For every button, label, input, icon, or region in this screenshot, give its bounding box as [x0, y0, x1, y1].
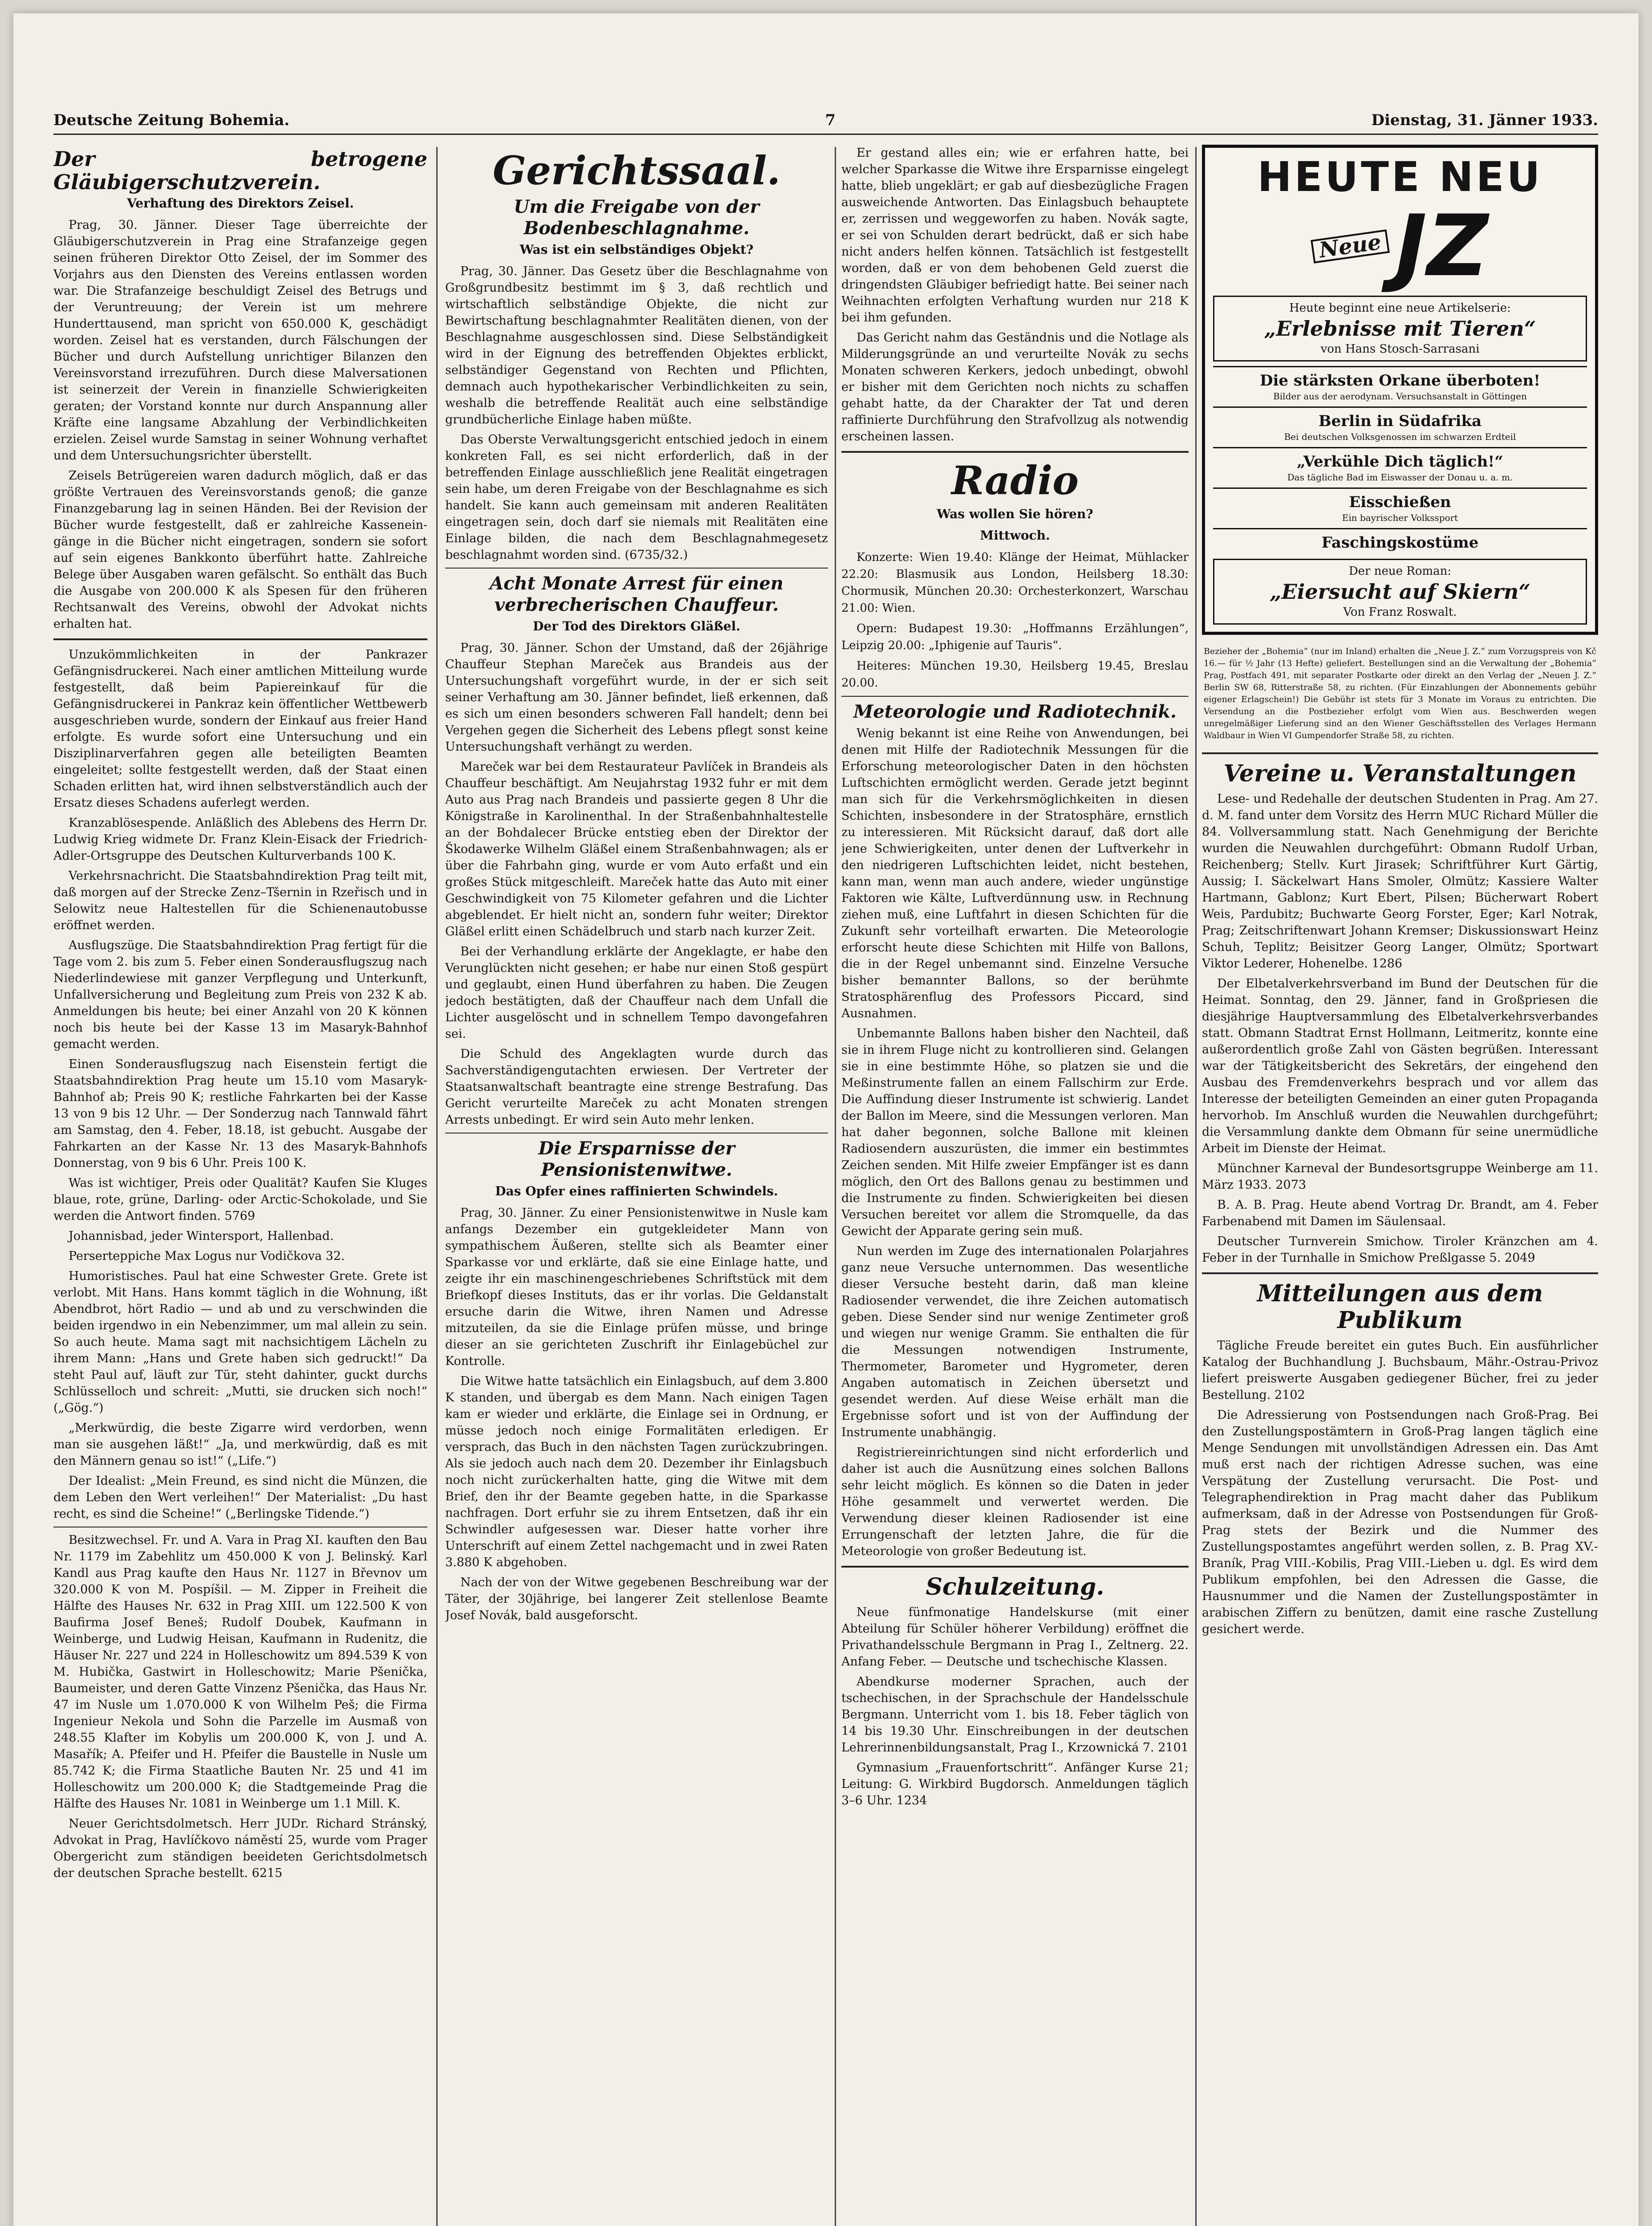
news-item-text: Tägliche Freude bereitet ein gutes Buch. Ein ausführlicher Katalog der Buchhandlung J. Buchsbaum, Mähr.-Ostrau-Privoz liefert preiswerte Ausgaben gediegener Bücher, frei zu jeder Bestellung.: [1202, 1339, 1598, 1402]
news-item: [53, 1175, 427, 1224]
article-paragraph: Mareček war bei dem Restaurateur Pavlíček in Brandeis als Chauffeur beschäftigt. Am Neujahrstag 1932 fuhr er mit dem Auto aus Prag nach Brandeis und passierte gegen 8 Uhr die Königstraße in Karolinenthal. In der Straßenbahnhaltestelle an der Bohdalecer Brücke entstieg eben der Direktor der Škodawerke Wilhelm Gläßel einem Straßenbahnwagen; als er über die Fahrbahn ging, wurde er vom Auto erfaßt und ein großes Stück mitgeschleift. Mareček hatte das Auto mit einer Geschwindigkeit von 75 Kilometer gefahren und die Lichter abgeblendet. Er hielt nicht an, sondern fuhr weiter; Direktor Gläßel erlitt einen Schädelbruch und starb nach kurzer Zeit.: [445, 760, 828, 938]
section-title-public: Mitteilungen aus dem Publikum: [1257, 1280, 1543, 1334]
article-title: Meteorologie und Radiotechnik.: [853, 701, 1177, 722]
page-number: 7: [825, 111, 836, 129]
ad-text: Ein bayrischer Volkssport: [1342, 512, 1458, 523]
news-item: Johannisbad, jeder Wintersport, Hallenbad.: [69, 1229, 334, 1243]
divider: [841, 1566, 1189, 1568]
joke-text: Humoristisches. Paul hat eine Schwester Grete. Grete ist verlobt. Mit Hans. Hans kommt täglich in die Wohnung, ißt Abendbrot, hört Radio — und ab und zu verschwinden die beiden irgendwo in ein Nebenzimmer, um mal allein zu sein. So auch heute. Mama sagt mit nachsichtigem Lächeln zu ihrem Mann: „Hans und Grete haben sich gedruckt!“ Da steht Paul auf, läuft zur Tür, steht dahinter, guckt durchs Schlüsselloch und schreit: „Mutti, sie drucken sich noch!“: [53, 1269, 427, 1398]
news-item: [1202, 1337, 1598, 1403]
radio-listing: Konzerte: Wien 19.40: Klänge der Heimat, Mühlacker 22.20: Blasmusik aus London, Heilsberg 18.30: Chormusik, München 20.30: Orchesterkonzert, Warschau 21.00: Wien.: [841, 551, 1189, 615]
news-item: [1202, 1233, 1598, 1266]
newspaper-page: [13, 13, 1639, 2226]
ad-feature-title: Faschingskostüme: [1321, 534, 1479, 552]
ad-text: Das tägliche Bad im Eiswasser der Donau u. a. m.: [1287, 472, 1513, 483]
article-paragraph: Prag, 30. Jänner. Zu einer Pensionistenwitwe in Nusle kam anfangs Dezember ein gutgekleideter Mann von sympathischem Äußeren, stellte sich als Beamter einer Sparkasse vor und erklärte, daß sie eine Einlage hatte, und zeigte ihr ein maschinengeschriebenes Schriftstück mit dem Briefkopf dieses Instituts, das er ihr vorlas. Die Geldanstalt ersuche darin die Witwe, ihren Namen und Adresse mitzuteilen, da sie die Einlage prüfen müsse, und bringe dieser an sie gerichteten Zuschrift ihr Einlagebüchel zur Kontrolle.: [445, 1206, 828, 1368]
ad-section: [1213, 406, 1587, 443]
ad-feature-box: [1213, 559, 1587, 625]
ad-section: [1213, 447, 1587, 483]
radio-question: Was wollen Sie hören?: [937, 507, 1093, 521]
news-item-text: Neuer Gerichtsdolmetsch. Herr JUDr. Richard Stránský, Advokat in Prag, Havlíčkovo náměstí 25, wurde vom Prager Obergericht zum ständigen beeideten Gerichtsdolmetsch der deutschen Sprache bestellt.: [53, 1817, 427, 1880]
column-4: [1202, 145, 1598, 2226]
divider: [445, 568, 828, 569]
ad-text: Heute beginnt eine neue Artikelserie:: [1289, 301, 1511, 315]
divider: [841, 696, 1189, 697]
column-3: [841, 145, 1189, 2226]
section-title-clubs: Vereine u. Veranstaltungen: [1223, 760, 1577, 787]
news-item: B. A. B. Prag. Heute abend Vortrag Dr. Brandt, am 4. Feber Farbenabend mit Damen im Säulensaal.: [1202, 1198, 1598, 1228]
news-item: [53, 1420, 427, 1469]
news-item: [1202, 1160, 1598, 1193]
ad-text: Der neue Roman:: [1348, 565, 1452, 578]
article-paragraph: Prag, 30. Jänner. Schon der Umstand, daß der 26jährige Chauffeur Stephan Mareček aus Brandeis aus der Untersuchungshaft vorgeführt wurde, in der er sich seit seiner Verhaftung am 30. Jänner befindet, ließ erkennen, daß es sich um einen besonders schweren Fall handelt; denn bei Vergehen gegen die Sicherheit des Lebens pflegt sonst keine Untersuchungshaft verhängt zu werden.: [445, 641, 828, 754]
ad-neue-label: Neue: [1311, 229, 1390, 263]
ad-heading: HEUTE NEU: [1257, 153, 1543, 201]
ad-text: Bilder aus der aerodynam. Versuchsanstalt in Göttingen: [1273, 391, 1527, 402]
article-title: Um die Freigabe von der Bodenbeschlagnahme.: [514, 196, 759, 239]
article-paragraph: Prag, 30. Jänner. Das Gesetz über die Beschlagnahme von Großgrundbesitz bestimmt im § 3, daß rechtlich und wirtschaftlich selbständige Objekte, die nicht zur Bewirtschaftung beschlagnahmter Realitäten dienen, von der Beschlagnahme ausgeschlossen sind. Diese Selbständigkeit wird in der Eignung des betreffenden Objektes erblickt, selbständiger Gegenstand von Rechten und Pflichten, demnach auch hypothekarischer Verbindlichkeiten zu sein, weshalb die betreffende Realität auch eine selbständige grundbücherliche Einlage haben müßte.: [445, 264, 828, 427]
radio-day: Mittwoch.: [980, 528, 1050, 543]
news-item-text: Lese- und Redehalle der deutschen Studenten in Prag. Am 27. d. M. fand unter dem Vorsitz des Herrn MUC Richard Müller die 84. Vollversammlung statt. Nach Genehmigung der Berichte wurden die Neuwahlen durchgeführt: Obmann Rudolf Urban, Reichenberg; Stellv. Kurt Jirasek; Schriftführer Kurt Gärtig, Aussig; I. Säckelwart Hans Smoler, Olmütz; Kassiere Walter Hartmann, Gablonz; Kurt Ebert, Pilsen; Bücherwart Robert Weis, Pardubitz; Buchwarte Georg Forster, Eger; Karl Notrak, Prag; Zeitschriftenwart Johann Kremser; Diskussionswart Heinz Schuh, Teplitz; Beisitzer Georg Langer, Olmütz; Sportwart Viktor Lederer, Hohenelbe.: [1202, 792, 1598, 971]
column-2: [445, 145, 828, 2226]
ad-section: [1213, 528, 1587, 552]
article-paragraph: Das Gericht nahm das Geständnis und die Notlage als Milderungsgründe an und verurteilte Novák zu sechs Monaten schweren Kerkers, jedoch unbedingt, obwohl er bisher mit dem Gerichten noch nichts zu schaffen gehabt hatte, da der Charakter der Tat und deren raffinierte Durchführung den Strafvollzug als notwendig erscheinen lassen.: [841, 331, 1189, 443]
joke-text: Der Idealist: „Mein Freund, es sind nicht die Münzen, die dem Leben den Wert verleihen!“ Der Materialist: „Du hast recht, es sind die Scheine!“: [53, 1474, 427, 1521]
article-title: Der betrogene Gläubigerschutzverein.: [53, 147, 427, 194]
news-item: [841, 1674, 1189, 1756]
advertisement-jz: [1202, 145, 1598, 635]
ad-logo-text: JZ: [1395, 197, 1489, 295]
article-paragraph: Nun werden im Zuge des internationalen Polarjahres ganz neue Versuche unternommen. Das wesentliche dieser Versuche besteht darin, daß man kleine Radiosender verwendet, die ihre Zeichen automatisch geben. Diese Sender sind nur wenige Zentimeter groß und wiegen nur wenige Gramm. Sie enthalten die für die Messungen notwendigen Instrumente, Thermometer, Barometer und Hygrometer, deren Angaben automatisch in Zeichen übersetzt und gesendet werden. Auf diese Weise erhält man die Ergebnisse sofort und ist von der Auffindung der Instrumente unabhängig.: [841, 1244, 1189, 1439]
divider: [1202, 752, 1598, 754]
article-subtitle: Der Tod des Direktors Gläßel.: [532, 619, 741, 634]
ad-text: von Hans Stosch-Sarrasani: [1320, 342, 1480, 356]
radio-listing: Heiteres: München 19.30, Heilsberg 19.45, Breslau 20.00.: [841, 659, 1189, 690]
article-paragraph: Zeisels Betrügereien waren dadurch möglich, daß er das größte Vertrauen des Vereinsvorstands genoß; die ganze Finanzgebarung lag in seinen Händen. Bei der Revision der Bücher wurde festgestellt, daß er zahlreiche Kasseneingänge in die Bücher nicht eingetragen, sondern sie sofort auf sein eigenes Bankkonto überführt hatte. Zahlreiche Belege über Ausgaben waren gefälscht. So enthält das Buch die Ausgabe von 200.000 K als Spesen für den früheren Rechtsanwalt des Vereins, obwohl der Advokat nichts erhalten hat.: [53, 469, 427, 631]
news-item: [53, 1816, 427, 1881]
article-paragraph: Er gestand alles ein; wie er erfahren hatte, bei welcher Sparkasse die Witwe ihre Ersparnisse eingelegt hatte, blieb ungeklärt; er gab auf diesbezügliche Fragen ausweichende Antworten. Das Einlagsbuch behauptete er, zerrissen und weggeworfen zu haben. Novák sagte, er sei von Schulden derart bedrückt, daß er sich habe nicht anders helfen können. Tatsächlich ist festgestellt worden, daß er von dem behobenen Geld zuerst die dringendsten Gläubiger befriedigt hatte. Bei seiner nach Weihnachten erfolgten Verhaftung wurden nur 218 K bei ihm gefunden.: [841, 146, 1189, 325]
ad-feature-title: Berlin in Südafrika: [1318, 412, 1482, 430]
article-paragraph: Nach der von der Witwe gegebenen Beschreibung war der Täter, der 30jährige, bei langerer Zeit stellenlose Beamte Josef Novák, bald ausgeforscht.: [445, 1576, 828, 1622]
ad-logo: [1213, 197, 1587, 295]
ad-feature-title: Eisschießen: [1349, 493, 1451, 511]
ad-feature-title: „Erlebnisse mit Tieren“: [1264, 317, 1536, 341]
divider: [841, 451, 1189, 453]
news-item: Ausflugszüge. Die Staatsbahndirektion Prag fertigt für die Tage vom 2. bis zum 5. Feber einen Sonderausflugszug nach Niederlindewiese mit ganzer Verpflegung und Unterkunft, Unfallversicherung und Begleitung zum Preis von 232 K ab. Anmeldungen bis heute; bei einer Anzahl von 20 K können noch bis heute bei der Kasse 13 im Masaryk-Bahnhof gemacht werden.: [53, 938, 427, 1051]
news-item-text: Deutscher Turnverein Smichow. Tiroler Kränzchen am 4. Feber in der Turnhalle in Smichow Preßlgasse 5.: [1202, 1235, 1598, 1265]
ad-number: 2102: [1275, 1388, 1305, 1402]
radio-listing: Opern: Budapest 19.30: „Hoffmanns Erzählungen“, Leipzig 20.00: „Iphigenie auf Tauris“.: [841, 622, 1189, 652]
ad-text: Von Franz Roswalt.: [1343, 605, 1457, 619]
news-item: Kranzablösespende. Anläßlich des Ablebens des Herrn Dr. Ludwig Krieg widmete Dr. Franz Klein-Eisack der Friedrich-Adler-Ortsgruppe des Deutschen Kulturverbands 100 K.: [53, 816, 427, 863]
ad-number: 2073: [1275, 1178, 1307, 1192]
news-item: [53, 1473, 427, 1522]
ad-feature-box: [1213, 296, 1587, 362]
article-paragraph: Die Witwe hatte tatsächlich ein Einlagsbuch, auf dem 3.800 K standen, und übergab es dem Mann. Nach einigen Tagen kam er wieder und erklärte, die Einlage sei in Ordnung, er müsse jedoch noch einige Formalitäten erledigen. Er versprach, das Buch in den nächsten Tagen zurückzubringen. Als sie jedoch auch nach dem 20. Dezember ihr Einlagsbuch noch nicht zurückerhalten hatte, ging die Witwe mit dem Brief, den ihr der Beamte gegeben hatte, in die Sparkasse nachfragen. Dort erfuhr sie zu ihrem Entsetzen, daß ihr ein Schwindler aufgesessen war. Dieser hatte vorher ihre Unterschrift auf einem Zettel nachgemacht und in zwei Raten 3.880 K abgehoben.: [445, 1374, 828, 1569]
article-paragraph: Prag, 30. Jänner. Dieser Tage überreichte der Gläubigerschutzverein in Prag eine Strafanzeige gegen seinen früheren Direktor Otto Zeisel, der im Sommer des Vorjahrs aus den Diensten des Vereins entlassen worden war. Die Strafanzeige beschuldigt Zeisel des Betrugs und der Veruntreuung; der Verein ist um mehrere Hunderttausend, man spricht von 650.000 K, geschädigt worden. Zeisel hat es verstanden, durch Fälschungen der Bücher und durch Aufstellung unrichtiger Bilanzen den Vereinsvorstand irrezuführen. Durch diese Malversationen ist seinerzeit der Verein in finanzielle Schwierigkeiten geraten; der Vorstand konnte nur durch Anspannung aller Kräfte eine langsame Abzahlung der Verbindlichkeiten erzielen. Zeisel wurde Samstag in seiner Wohnung verhaftet und dem Untersuchungsrichter überstellt.: [53, 218, 427, 463]
section-title: Gerichtssaal.: [492, 147, 781, 194]
ad-number: 1286: [1372, 957, 1403, 971]
ad-feature-title: „Verkühle Dich täglich!“: [1297, 453, 1503, 471]
news-item-text: Münchner Karneval der Bundesortsgruppe Weinberge am 11. März 1933.: [1202, 1162, 1598, 1192]
article-paragraph: Die Schuld des Angeklagten wurde durch das Sachverständigengutachten erwiesen. Der Vertreter der Staatsanwaltschaft beantragte eine strenge Bestrafung. Das Gericht verurteilte Mareček zu acht Monaten strengen Arrests unbedingt. Er wird sein Auto mehr lenken.: [445, 1047, 828, 1127]
article-paragraph: Bei der Verhandlung erklärte der Angeklagte, er habe den Verunglückten nicht gesehen; er habe nur einen Stoß gespürt und geglaubt, einen Hund überfahren zu haben. Die Zeugen jedoch bestätigten, daß der Chauffeur nach dem Unfall die Lichter ausgelöscht und in schnellem Tempo davongefahren sei.: [445, 945, 828, 1041]
article-subtitle: Verhaftung des Direktors Zeisel.: [127, 196, 354, 211]
issue-date: Dienstag, 31. Jänner 1933.: [1371, 111, 1598, 129]
joke-source: („Gög.“): [53, 1401, 104, 1415]
news-item: Die Adressierung von Postsendungen nach Groß-Prag. Bei den Zustellungspostämtern in Groß-Prag langen täglich eine Menge Sendungen mit unvollständigen Adressen ein. Das Amt muß erst nach der richtigen Adresse suchen, was eine Verspätung der Zustellung verursacht. Die Post- und Telegraphendirektion in Prag macht daher das Publikum aufmerksam, daß in der Adresse von Postsendungen für Groß-Prag stets der Bezirk und die Nummer des Zustellungspostamtes angeführt werden sollen, z. B. Prag XV.-Braník, Prag VIII.-Kobilis, Prag VIII.-Lieben u. dgl. Es wird dem Publikum empfohlen, bei den Adressen die Gasse, die Hausnummer und die Namen der Zustellungspostämter in arabischen Ziffern zu benützen, damit eine rasche Zustellung gesichert werde.: [1202, 1408, 1598, 1636]
article-paragraph: Unbemannte Ballons haben bisher den Nachteil, daß sie in ihrem Fluge nicht zu kontrollieren sind. Gelangen sie in eine bestimmte Höhe, so platzen sie und die Meßinstrumente fallen an einem Fallschirm zur Erde. Die Auffindung dieser Instrumente ist schwierig. Landet der Ballon im Meere, sind die Messungen verloren. Man hat daher begonnen, solche Ballone mit kleinen Radiosendern auszurüsten, die immer ein bestimmtes Zeichen senden. Mit Hilfe zweier Empfänger ist es dann möglich, den Ort des Ballons genau zu bestimmen und die Instrumente zu finden. Schwierigkeiten bei diesen Versuchen bereitet vor allem die Stromquelle, da das Gewicht der Apparate gering sein muß.: [841, 1027, 1189, 1238]
ad-section: [1213, 366, 1587, 402]
section-title-radio: Radio: [951, 457, 1079, 504]
joke-text: „Merkwürdig, die beste Zigarre wird verdorben, wenn man sie ausgehen läßt!“ „Ja, und merkwürdig, daß es mit den Männern genau so ist!“: [53, 1421, 427, 1468]
news-item: [1202, 791, 1598, 972]
joke-source: („Life.“): [227, 1454, 276, 1468]
article-title: Die Ersparnisse der Pensionistenwitwe.: [538, 1138, 735, 1180]
section-title-school: Schulzeitung.: [925, 1573, 1104, 1600]
joke-source: („Berlingske Tidende.“): [225, 1507, 369, 1521]
news-item: Besitzwechsel. Fr. und A. Vara in Prag XI. kauften den Bau Nr. 1179 im Zabehlitz um 450.000 K von J. Belinský. Karl Kandl aus Prag kaufte den Haus Nr. 1127 in Břevnov um 320.000 K von M. Pospíšil. — M. Zipper in Freiheit die Hälfte des Hauses Nr. 632 in Prag XIII. um 122.500 K von Baufirma Josef Beneš; Rudolf Doubek, Kaufmann in Weinberge, und Ludwig Heisan, Kaufmann in Rudenitz, die Häuser Nr. 227 und 224 in Holleschowitz um 894.539 K von M. Hubička, Gastwirt in Holleschowitz; Marie Pšenička, Baumeister, und deren Gatte Vinzenz Pšenička, das Haus Nr. 47 im Nusle um 1.070.000 K von Wilhelm Peš; die Firma Ingenieur Nekola und Sohn die Parzelle im Ausmaß von 248.55 Klafter im Kobylis um 200.000 K, von J. und A. Masařík; A. Pfeifer und H. Pfeifer die Baustelle in Nusle um 85.742 K; die Firma Staatliche Bauten Nr. 25 und 41 im Holleschowitz um 200.000 K; die Stadtgemeinde Prag die Hälfte des Hauses Nr. 1081 in Weinberge um 1.1 Mill. K.: [53, 1533, 427, 1811]
news-item: [841, 1759, 1189, 1809]
column-rule: [835, 147, 836, 2226]
page-header: [53, 107, 1598, 135]
ad-text: Bei deutschen Volksgenossen im schwarzen Erdteil: [1284, 431, 1516, 442]
ad-number: 5769: [224, 1209, 256, 1223]
news-item: Unzukömmlichkeiten in der Pankrazer Gefängnisdruckerei. Nach einer amtlichen Mitteilung wurde festgestellt, daß beim Papiereinkauf für die Gefängnisdruckerei in Pankraz kein öffentlicher Wettbewerb ausgeschrieben wurde, sondern der Einkauf aus freier Hand erfolgte. Es wurde sofort eine Untersuchung und ein Disziplinarverfahren gegen alle beteiligten Beamten eingeleitet; sollte festgestellt werden, daß der Staat einen Schaden erlitten hat, wird ihnen selbstverständlich auch der Ersatz dieses Schadens auferlegt werden.: [53, 648, 427, 810]
article-subtitle: Das Opfer eines raffinierten Schwindels.: [495, 1184, 778, 1198]
article-paragraph: Wenig bekannt ist eine Reihe von Anwendungen, bei denen mit Hilfe der Radiotechnik Messungen für die Erforschung meteorologischer Daten in den höchsten Luftschichten ermöglicht werden. Gerade jetzt beginnt man sich für die Verkehrsmöglichkeiten in diesen Schichten, insbesondere in der Stratosphäre, ernstlich zu interessieren. Mit Rücksicht darauf, daß dort alle jene Schwierigkeiten, unter denen der Luftverkehr in den niedrigeren Luftschichten leidet, nicht bestehen, kann man, wenn man auch andere, wieder ungünstige Faktoren wie Kälte, Luftverdünnung usw. in Rechnung ziehen muß, eine Luftfahrt in diesen Schichten für die Zukunft sehr vorteilhaft erwarten. Die Meteorologie erforscht heute diese Schichten mit Hilfe von Ballons, die in der Regel unbemannt sind. Einzelne Versuche bisher bemannter Ballons, so der berühmte Stratosphärenflug des Professors Piccard, sind Ausnahmen.: [841, 727, 1189, 1020]
news-item: Verkehrsnachricht. Die Staatsbahndirektion Prag teilt mit, daß morgen auf der Strecke Zenz–Tšernin in Rzeřisch und in Selowitz neue Haltestellen für die Schienenautobusse eröffnet werden.: [53, 869, 427, 932]
news-item-text: Abendkurse moderner Sprachen, auch der tschechischen, in der Sprachschule der Handelsschule Bergmann. Unterricht vom 1. bis 18. Feber täglich von 14 bis 19.30 Uhr. Einschreibungen in der deutschen Lehrerinnenbildungsanstalt, Prag I., Krzownická 7.: [841, 1675, 1189, 1755]
news-item-text: Was ist wichtiger, Preis oder Qualität? Kaufen Sie Kluges blaue, rote, grüne, Darling- oder Arctic-Schokolade, und Sie werden die Antwort finden.: [53, 1176, 427, 1223]
article-paragraph: Registriereinrichtungen sind nicht erforderlich und daher ist auch die Ausnützung eines solchen Ballons sehr leicht möglich. Es können so die Daten in jeder Höhe gesammelt und verwertet werden. Die Verwendung dieser kleinen Radiosender ist eine Errungenschaft der letzten Jahre, die für die Meteorologie von großer Bedeutung ist.: [841, 1446, 1189, 1558]
news-item: Neue fünfmonatige Handelskurse (mit einer Abteilung für Schüler höherer Verbildung) eröffnet die Privathandelsschule Bergmann in Prag I., Zeltnerg. 22. Anfang Feber. — Deutsche und tschechische Klassen.: [841, 1605, 1189, 1669]
divider: [1202, 1272, 1598, 1274]
news-item: Der Elbetalverkehrsverband im Bund der Deutschen für die Heimat. Sonntag, den 29. Jänner, fand in Großpriesen die diesjährige Hauptversammlung des Elbetalverkehrsverbandes statt. Obmann Stadtrat Ernst Hollmann, Leitmeritz, konnte eine außerordentlich große Zahl von Gästen begrüßen. Interessant war der Tätigkeitsbericht des Sekretärs, der eingehend den Ausbau des Fremdenverkehrs besprach und vor allem das Interesse der beteiligten Gemeinden an einer guten Propaganda hervorhob. Im Anschluß wurden die Neuwahlen durchgeführt; die Versammlung dankte dem Obmann für seine unermüdliche Arbeit im Dienste der Heimat.: [1202, 977, 1598, 1155]
news-item: Perserteppiche Max Logus nur Vodičkova 32.: [69, 1249, 345, 1263]
ad-feature-title: „Eiersucht auf Skiern“: [1270, 580, 1530, 604]
article-subtitle: Was ist ein selbständiges Objekt?: [520, 242, 754, 257]
divider: [53, 638, 427, 640]
column-rule: [436, 147, 438, 2226]
ad-number: 2101: [1158, 1741, 1189, 1755]
article-paragraph: Das Oberste Verwaltungsgericht entschied jedoch in einem konkreten Fall, es sei nicht erforderlich, daß in der betreffenden Einlage ausschließlich jene Realität eingetragen sein habe, um deren Freigabe von der Beschlagnahme es sich handelt. Sie kann auch gemeinsam mit anderen Realitäten eingetragen sein, doch darf sie niemals mit Realitäten eine Einlage bilden, die nach dem Beschlagnahmegesetz beschlagnahmt worden sind. (6735/32.): [445, 433, 828, 562]
ad-feature-title: Die stärksten Orkane überboten!: [1259, 372, 1541, 390]
ad-number: 6215: [252, 1866, 283, 1880]
news-item-text: Gymnasium „Frauenfortschritt“. Anfänger Kurse 21; Leitung: G. Wirkbird Bugdorsch. Anmeldungen täglich 3–6 Uhr.: [841, 1761, 1189, 1808]
ad-number: 2049: [1504, 1251, 1535, 1265]
masthead: Deutsche Zeitung Bohemia.: [53, 111, 290, 129]
ad-section: [1213, 487, 1587, 524]
column-1: [53, 145, 427, 2226]
article-title: Acht Monate Arrest für einen verbrecherischen Chauffeur.: [490, 573, 783, 615]
ad-fine-print: Bezieher der „Bohemia“ (nur im Inland) erhalten die „Neue J. Z.“ zum Vorzugspreis von Kč 16.— für ½ Jahr (13 Hefte) geliefert. Bestellungen sind an die Verwaltung der „Bohemia“ Prag, Postfach 491, mit separater Postkarte oder direkt an den Verlag der „Neuen J. Z.“ Berlin SW 68, Ritterstraße 58, zu richten. (Für Einzahlungen der Abonnements gebühr eigener Erlagschein!) Die Gebühr ist stets für 3 Monate im Voraus zu entrichten. Die Versendung an die Postbezieher erfolgt vom Wien aus. Beschwerden wegen unregelmäßiger Lieferung sind an den Wiener Geschäftsstellen des Verlages Hermann Waldbaur in Wien VI Gumpendorfer Straße 58, zu richten.: [1204, 646, 1596, 740]
column-rule: [1195, 147, 1197, 2226]
news-item: Einen Sonderausflugszug nach Eisenstein fertigt die Staatsbahndirektion Prag heute um 15.10 vom Masaryk-Bahnhof ab; Preis 90 K; restliche Fahrkarten bei der Kasse 13 von 9 bis 12 Uhr. — Der Sonderzug nach Tannwald fährt am Samstag, den 4. Feber, 18.18, ist gebucht. Ausgabe der Fahrkarten an der Kasse Nr. 13 des Masaryk-Bahnhofs Donnerstag, von 9 bis 6 Uhr. Preis 100 K.: [53, 1057, 427, 1170]
news-item: [53, 1268, 427, 1416]
ad-number: 1234: [896, 1794, 927, 1808]
